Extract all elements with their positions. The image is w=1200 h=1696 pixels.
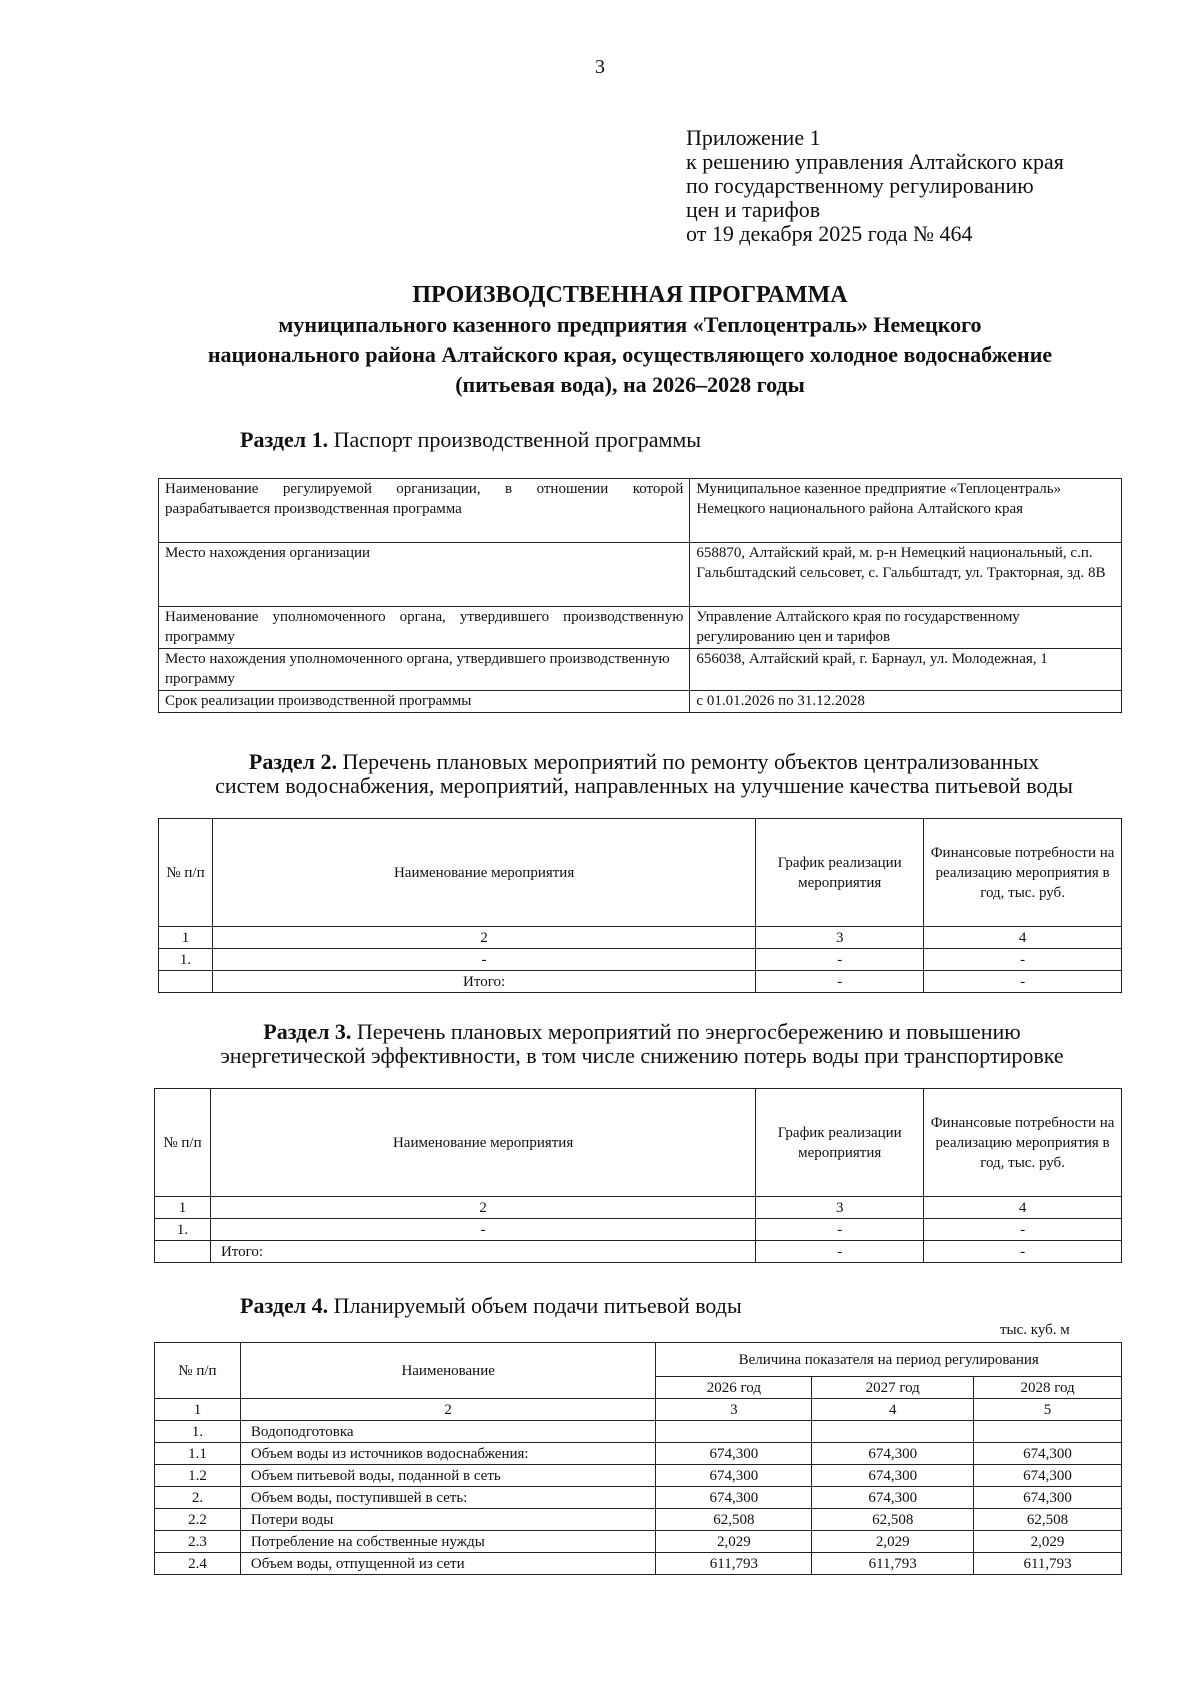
water-volume-table [154,1342,1122,1575]
row-value: 62,508 [812,1509,974,1531]
measures-table-repair [158,818,1122,993]
section1-label: Раздел 1. [240,427,329,452]
index-cell: 3 [756,1197,924,1219]
header-num: № п/п [159,819,213,927]
row-name: Объем воды, поступившей в сеть: [240,1487,656,1509]
header-name: Наименование мероприятия [212,819,755,927]
table-total-row [159,971,1122,993]
passport-key: Место нахождения организации [159,543,690,607]
section3-title-line: энергетической эффективности, в том числе снижению потерь воды при транспортировке [220,1043,1064,1068]
appendix-block [686,126,1064,246]
index-cell: 3 [756,927,924,949]
title-line: национального района Алтайского края, осуществляющего холодное водоснабжение [207,342,1053,367]
row-value [656,1421,812,1443]
index-cell: 4 [924,1197,1122,1219]
program-title [150,280,1110,400]
table-cell: - [924,1219,1122,1241]
header-finance: Финансовые потребности на реализацию мероприятия в год, тыс. руб. [924,819,1122,927]
table-cell: - [212,949,755,971]
row-value: 611,793 [812,1553,974,1575]
section3-title-line: Перечень плановых мероприятий по энергосбережению и повышению [356,1019,1021,1044]
passport-table [158,478,1122,713]
header-name: Наименование мероприятия [210,1089,755,1197]
row-value: 674,300 [974,1465,1122,1487]
header-num: № п/п [155,1089,211,1197]
section2-title-line: систем водоснабжения, мероприятий, направленных на улучшение качества питьевой воды [215,773,1073,798]
header-year: 2028 год [974,1377,1122,1399]
total-schedule: - [756,1241,924,1263]
row-num: 1.1 [155,1443,241,1465]
section4-label: Раздел 4. [240,1293,329,1318]
table-cell: - [756,949,924,971]
unit-label: тыс. куб. м [1000,1322,1070,1338]
index-cell: 2 [240,1399,656,1421]
row-value: 611,793 [974,1553,1122,1575]
table-row [155,1465,1122,1487]
table-row [159,607,1122,649]
table-row [159,691,1122,713]
total-label: Итого: [210,1241,755,1263]
row-num: 1. [155,1421,241,1443]
table-cell [155,1241,211,1263]
table-cell: - [756,1219,924,1241]
section4-heading [240,1294,742,1318]
section2-title-line: Перечень плановых мероприятий по ремонту объектов централизованных [342,749,1040,774]
section3-label: Раздел 3. [263,1019,352,1044]
title-main: ПРОИЗВОДСТВЕННАЯ ПРОГРАММА [412,282,848,308]
table-row [159,543,1122,607]
table-header-row [159,819,1122,927]
header-schedule: График реализации мероприятия [756,819,924,927]
section2-label: Раздел 2. [248,749,338,774]
table-cell: - [210,1219,755,1241]
index-cell: 3 [656,1399,812,1421]
table-cell: 1. [155,1219,211,1241]
table-row [155,1421,1122,1443]
title-line: (питьевая вода), на 2026–2028 годы [455,372,805,397]
appendix-line: по государственному регулированию [686,173,1034,198]
row-value: 674,300 [974,1443,1122,1465]
appendix-line: Приложение 1 [686,125,821,150]
table-row [155,1443,1122,1465]
row-name: Потребление на собственные нужды [240,1531,656,1553]
section1-title: Паспорт производственной программы [333,427,702,452]
table-row [155,1509,1122,1531]
table-row [159,649,1122,691]
passport-value: Муниципальное казенное предприятие «Теплоцентраль» Немецкого национального района Алтайского края [690,479,1122,543]
table-row [155,1197,1122,1219]
passport-key: Наименование регулируемой организации, в отношении которой разрабатывается производственная программа [159,479,690,543]
row-value: 674,300 [656,1487,812,1509]
index-cell: 1 [155,1197,211,1219]
header-year: 2026 год [656,1377,812,1399]
index-cell: 1 [155,1399,241,1421]
passport-value: Управление Алтайского края по государственному регулированию цен и тарифов [690,607,1122,649]
passport-key: Место нахождения уполномоченного органа, утвердившего производственную программу [159,649,690,691]
row-value: 674,300 [812,1465,974,1487]
row-value: 62,508 [974,1509,1122,1531]
row-value: 674,300 [656,1443,812,1465]
row-name: Водоподготовка [240,1421,656,1443]
row-name: Объем воды, отпущенной из сети [240,1553,656,1575]
header-schedule: График реализации мероприятия [756,1089,924,1197]
table-header-row [155,1343,1122,1377]
index-cell: 5 [974,1399,1122,1421]
total-finance: - [924,971,1122,993]
row-num: 1.2 [155,1465,241,1487]
row-value: 674,300 [812,1487,974,1509]
table-cell: 1. [159,949,213,971]
row-value: 674,300 [812,1443,974,1465]
passport-value: 658870, Алтайский край, м. р-н Немецкий национальный, с.п. Гальбштадский сельсовет, с. Гальбштадт, ул. Тракторная, зд. 8В [690,543,1122,607]
appendix-line: цен и тарифов [686,197,821,222]
index-cell: 4 [812,1399,974,1421]
section4-title: Планируемый объем подачи питьевой воды [333,1293,742,1318]
row-value: 2,029 [812,1531,974,1553]
row-value [812,1421,974,1443]
appendix-line: от 19 декабря 2025 года № 464 [686,221,973,246]
row-num: 2.2 [155,1509,241,1531]
row-value [974,1421,1122,1443]
total-schedule: - [756,971,924,993]
index-cell: 1 [159,927,213,949]
header-name: Наименование [240,1343,656,1399]
passport-key: Срок реализации производственной программы [159,691,690,713]
table-row [159,927,1122,949]
row-name: Объем питьевой воды, поданной в сеть [240,1465,656,1487]
appendix-line: к решению управления Алтайского края [686,149,1064,174]
table-row [159,479,1122,543]
row-value: 2,029 [974,1531,1122,1553]
section1-heading [240,428,701,452]
passport-key: Наименование уполномоченного органа, утвердившего производственную программу [159,607,690,649]
index-cell: 2 [212,927,755,949]
row-value: 611,793 [656,1553,812,1575]
table-header-row [155,1089,1122,1197]
row-name: Объем воды из источников водоснабжения: [240,1443,656,1465]
row-num: 2.3 [155,1531,241,1553]
row-value: 674,300 [974,1487,1122,1509]
total-label: Итого: [212,971,755,993]
table-cell: - [924,949,1122,971]
page-number: 3 [595,56,605,78]
header-year: 2027 год [812,1377,974,1399]
section2-heading [174,750,1114,798]
row-value: 62,508 [656,1509,812,1531]
title-line: муниципального казенного предприятия «Теплоцентраль» Немецкого [278,312,982,337]
row-name: Потери воды [240,1509,656,1531]
measures-table-energy [154,1088,1122,1263]
table-total-row [155,1241,1122,1263]
table-cell [159,971,213,993]
index-cell: 4 [924,927,1122,949]
header-period: Величина показателя на период регулирования [656,1343,1122,1377]
table-row [155,1487,1122,1509]
table-row [155,1553,1122,1575]
index-cell: 2 [210,1197,755,1219]
row-num: 2. [155,1487,241,1509]
section3-heading [170,1020,1114,1068]
table-row [159,949,1122,971]
row-value: 2,029 [656,1531,812,1553]
table-row [155,1399,1122,1421]
header-num: № п/п [155,1343,241,1399]
total-finance: - [924,1241,1122,1263]
passport-value: с 01.01.2026 по 31.12.2028 [690,691,1122,713]
table-row [155,1219,1122,1241]
passport-value: 656038, Алтайский край, г. Барнаул, ул. Молодежная, 1 [690,649,1122,691]
header-finance: Финансовые потребности на реализацию мероприятия в год, тыс. руб. [924,1089,1122,1197]
row-value: 674,300 [656,1465,812,1487]
table-row [155,1531,1122,1553]
row-num: 2.4 [155,1553,241,1575]
